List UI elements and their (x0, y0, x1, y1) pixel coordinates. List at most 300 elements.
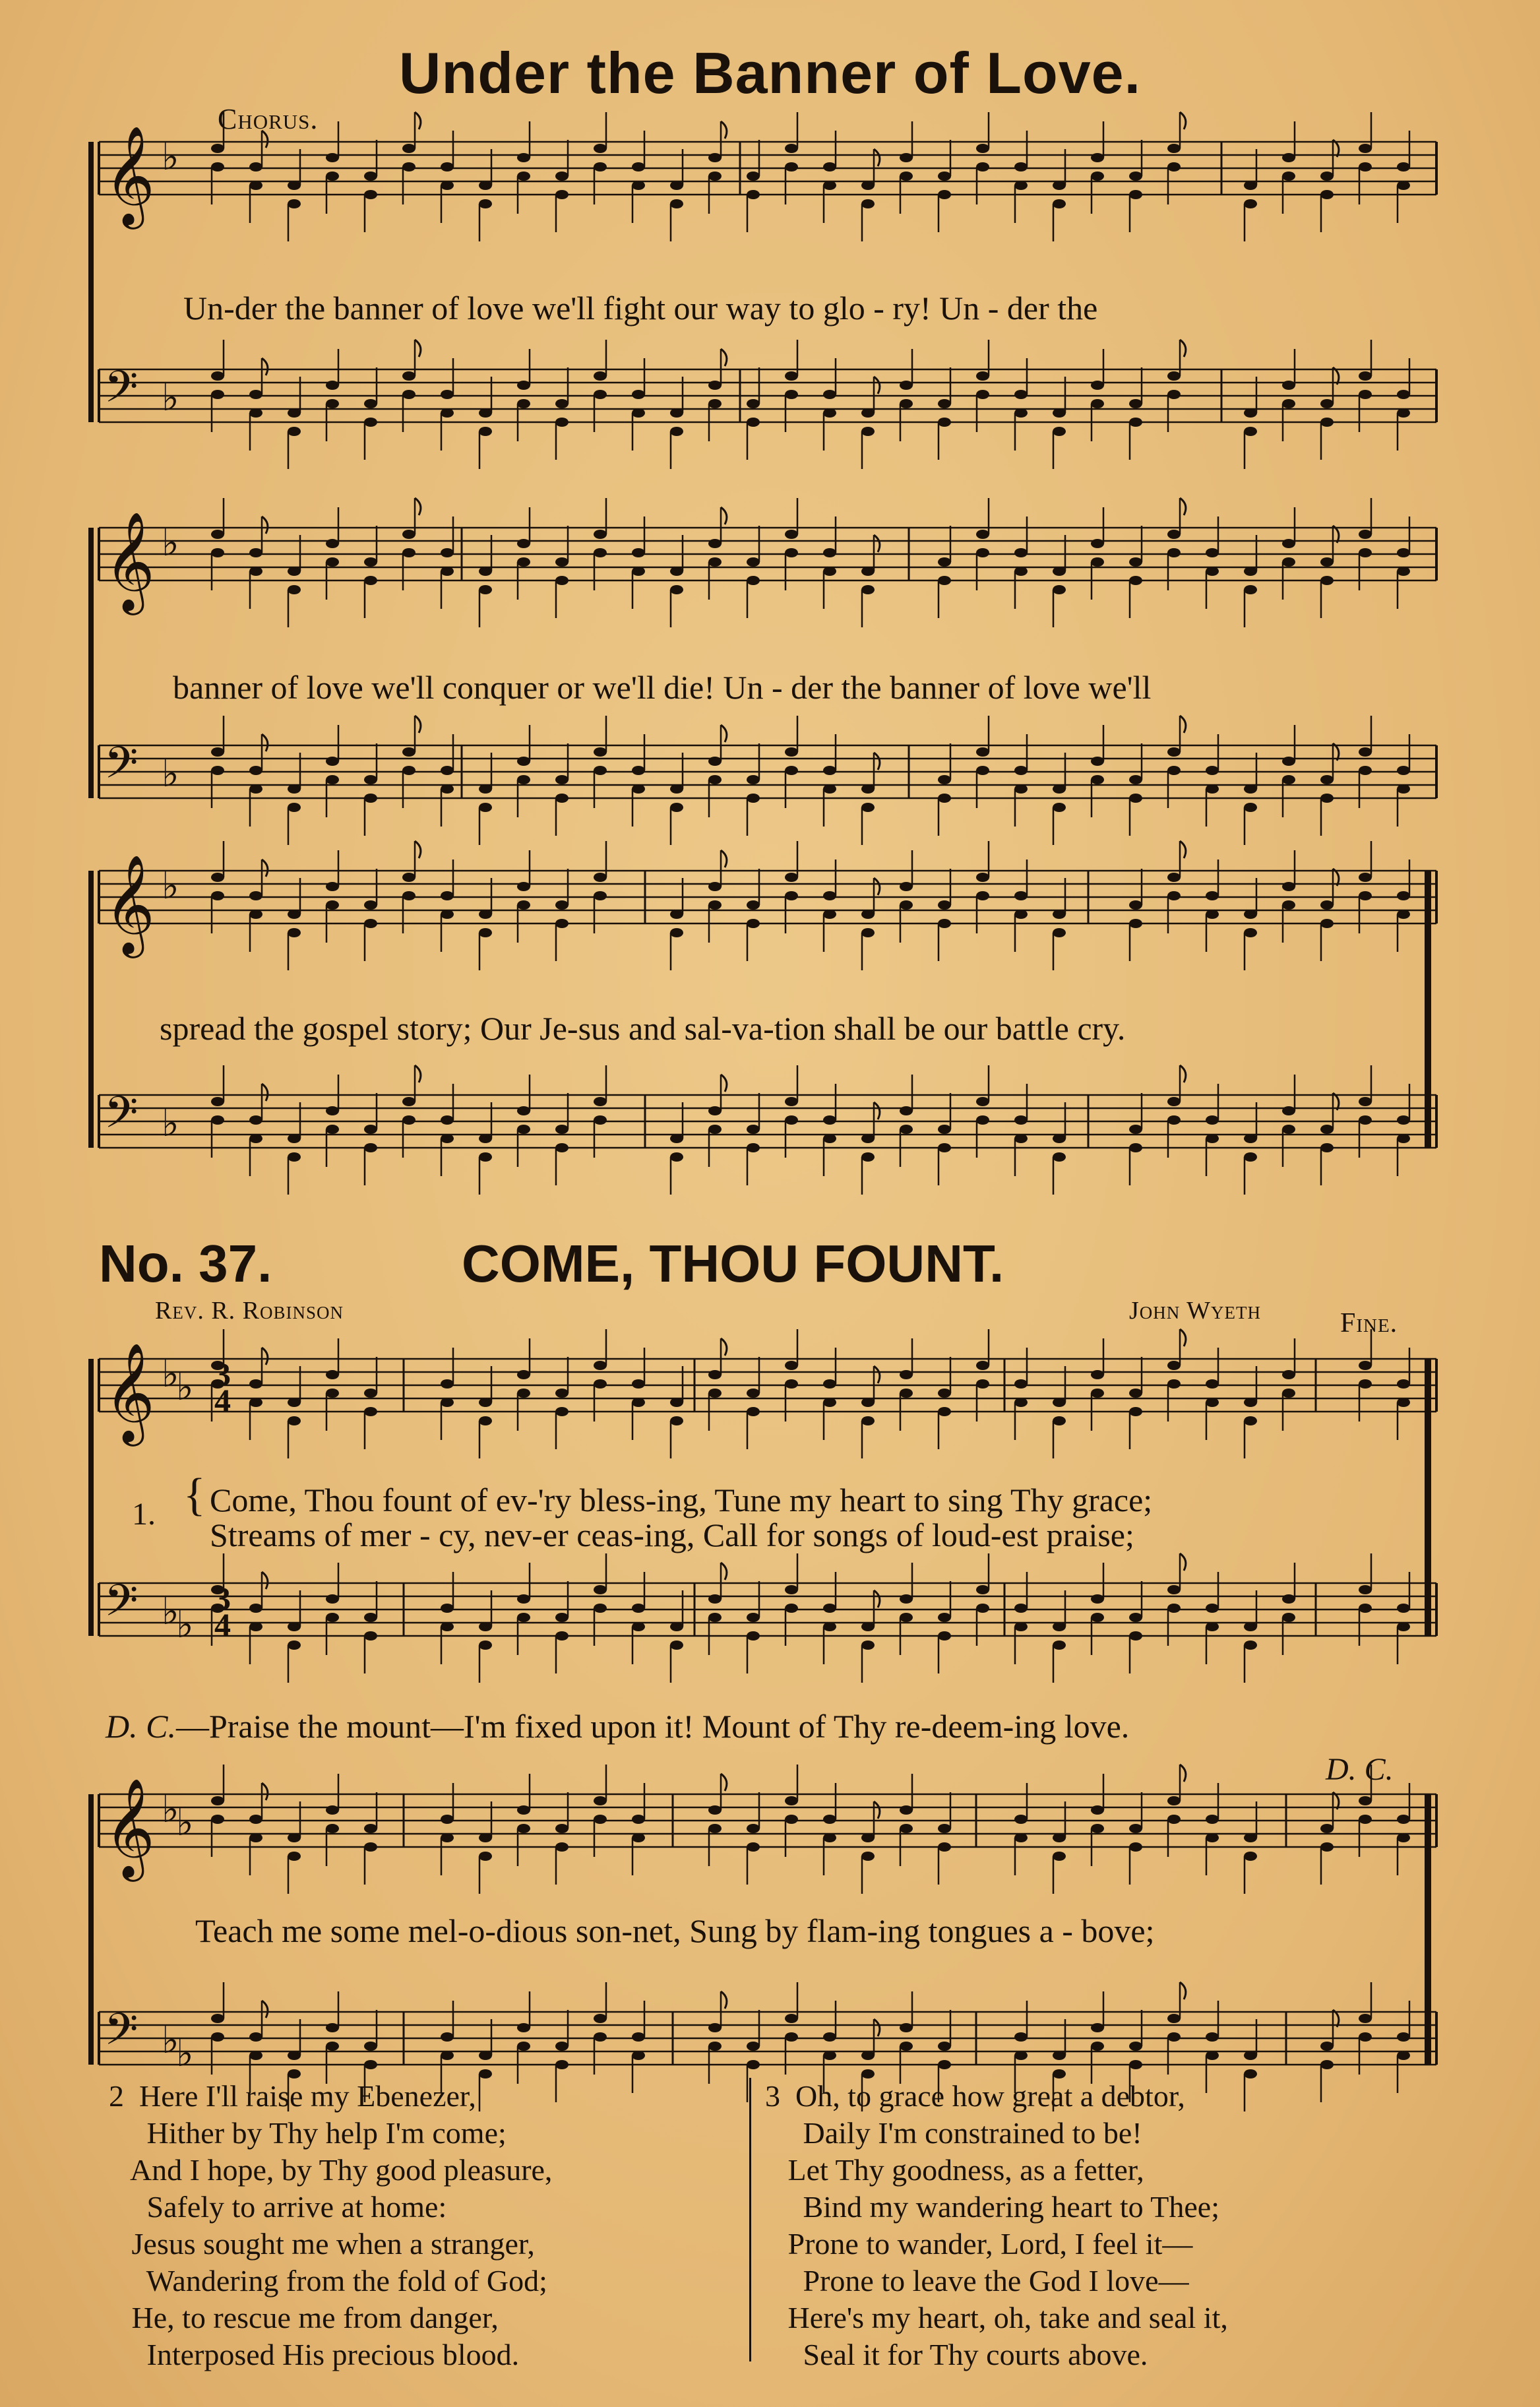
note-head (288, 1852, 301, 1861)
note-head (900, 1805, 913, 1815)
note-head (1206, 1604, 1219, 1613)
note-head (1206, 1815, 1219, 1824)
note-head (938, 418, 951, 427)
note-head (1129, 1143, 1142, 1152)
note-head (1014, 910, 1028, 919)
note-head (249, 1815, 262, 1824)
note-head (823, 1379, 836, 1389)
note-head (555, 1613, 569, 1622)
note-head (594, 548, 607, 557)
brace: { (183, 1470, 206, 1520)
note-head (785, 2032, 798, 2042)
note-head (288, 427, 301, 436)
note-head (249, 1622, 262, 1631)
note-head (555, 172, 569, 181)
note-head (1320, 576, 1334, 585)
note-head (708, 1824, 722, 1833)
note-head (1359, 1585, 1372, 1594)
note-head (211, 766, 224, 775)
note-head (976, 873, 989, 882)
note-head (441, 910, 454, 919)
note-head (479, 1852, 492, 1861)
note-head (632, 548, 645, 557)
note-head (1359, 1604, 1372, 1613)
note-head (326, 557, 339, 567)
note-head (1129, 1613, 1142, 1622)
note-head (900, 172, 913, 181)
note-head (823, 1604, 836, 1613)
note-head (249, 567, 262, 576)
note-head (326, 775, 339, 784)
note-head (976, 162, 989, 172)
note-head (326, 1125, 339, 1134)
note-head (861, 585, 875, 594)
note-head (1206, 910, 1219, 919)
note-head (823, 784, 836, 794)
note-head (1091, 1389, 1104, 1398)
note-head (555, 775, 569, 784)
note-head (249, 1833, 262, 1842)
note-head (364, 1389, 377, 1398)
note-head (708, 2023, 722, 2032)
note-flag (1180, 1765, 1186, 1782)
note-head (1014, 1622, 1028, 1631)
note-head (900, 1106, 913, 1115)
note-head (402, 530, 416, 539)
note-head (670, 199, 683, 208)
note-head (555, 399, 569, 408)
song-title-come-thou-fount: COME, THOU FOUNT. (462, 1234, 1004, 1293)
note-head (364, 1631, 377, 1641)
note-head (288, 567, 301, 576)
note-head (938, 900, 951, 910)
note-head (1359, 530, 1372, 539)
note-flag (721, 725, 727, 742)
note-head (1320, 557, 1334, 567)
note-head (1359, 1361, 1372, 1370)
note-head (1091, 557, 1104, 567)
note-head (1014, 1815, 1028, 1824)
note-head (594, 1115, 607, 1125)
note-head (823, 1398, 836, 1407)
note-head (632, 2051, 645, 2060)
note-head (1129, 1125, 1142, 1134)
note-head (1014, 1379, 1028, 1389)
note-head (288, 1622, 301, 1631)
flat-icon: ♭ (176, 1604, 194, 1646)
note-head (1244, 784, 1257, 794)
note-head (441, 1604, 454, 1613)
note-head (900, 2023, 913, 2032)
verse3-line: Bind my wandering heart to Thee; (765, 2190, 1219, 2224)
note-flag (262, 1572, 268, 1589)
note-head (594, 2014, 607, 2023)
note-flag (874, 535, 880, 552)
dc-lyric-line (106, 1707, 1129, 1745)
note-head (1397, 181, 1410, 190)
note-head (1091, 775, 1104, 784)
treble-clef-icon: 𝄞 (104, 1342, 155, 1442)
note-head (1206, 567, 1219, 576)
note-head (1397, 1622, 1410, 1631)
note-head (1014, 1604, 1028, 1613)
note-head (479, 408, 492, 418)
note-head (594, 2032, 607, 2042)
note-head (708, 557, 722, 567)
note-head (594, 1361, 607, 1370)
note-head (1397, 1115, 1410, 1125)
note-head (1359, 390, 1372, 399)
flat-icon: ♭ (162, 2019, 179, 2062)
note-head (1359, 873, 1372, 882)
note-head (555, 2060, 569, 2069)
bass-clef-icon: 𝄢 (104, 1575, 139, 1637)
note-head (1397, 1379, 1410, 1389)
time-sig-top: 3 (214, 1580, 231, 1617)
note-head (249, 1604, 262, 1613)
note-head (326, 399, 339, 408)
note-head (938, 794, 951, 803)
note-head (747, 919, 760, 928)
note-head (1053, 181, 1066, 190)
note-head (249, 408, 262, 418)
note-head (938, 1613, 951, 1622)
hymn-number: No. 37. (99, 1234, 272, 1293)
note-head (288, 2069, 301, 2079)
flat-icon: ♭ (162, 522, 179, 565)
note-head (785, 1604, 798, 1613)
note-head (1244, 2051, 1257, 2060)
note-head (1397, 162, 1410, 172)
note-head (976, 390, 989, 399)
note-head (1167, 2014, 1181, 2023)
note-head (479, 1416, 492, 1425)
note-head (364, 1407, 377, 1416)
note-head (479, 803, 492, 812)
note-head (594, 1379, 607, 1389)
note-head (1091, 1594, 1104, 1604)
note-head (861, 2069, 875, 2079)
note-head (1206, 2051, 1219, 2060)
note-head (1282, 1594, 1295, 1604)
note-head (441, 1115, 454, 1125)
note-flag (874, 1102, 880, 1119)
note-head (747, 1389, 760, 1398)
note-head (479, 199, 492, 208)
note-head (670, 1416, 683, 1425)
note-head (249, 548, 262, 557)
note-head (594, 371, 607, 381)
treble-clef-icon: 𝄞 (104, 854, 155, 954)
note-head (249, 162, 262, 172)
note-head (632, 1622, 645, 1631)
note-head (1359, 162, 1372, 172)
note-flag (262, 358, 268, 375)
note-head (785, 144, 798, 153)
note-head (670, 585, 683, 594)
note-head (1167, 162, 1181, 172)
verse3-line: Let Thy goodness, as a fetter, (765, 2153, 1144, 2187)
note-head (402, 144, 416, 153)
verse3-line: Prone to leave the God I love— (765, 2264, 1189, 2298)
note-head (211, 1115, 224, 1125)
bass-clef-icon: 𝄢 (104, 1087, 139, 1148)
note-head (823, 390, 836, 399)
note-head (938, 1389, 951, 1398)
note-head (823, 1833, 836, 1842)
note-head (517, 1824, 530, 1833)
note-head (823, 548, 836, 557)
note-head (785, 2014, 798, 2023)
note-head (670, 803, 683, 812)
note-head (249, 891, 262, 900)
note-head (785, 1796, 798, 1805)
note-head (1244, 1134, 1257, 1143)
note-flag (874, 377, 880, 394)
note-head (517, 757, 530, 766)
note-head (1282, 1370, 1295, 1379)
note-head (1167, 1361, 1181, 1370)
note-head (1206, 766, 1219, 775)
note-head (1167, 2032, 1181, 2042)
note-flag (1180, 498, 1186, 515)
note-head (1091, 539, 1104, 548)
note-head (1053, 784, 1066, 794)
note-head (479, 181, 492, 190)
note-head (1244, 1416, 1257, 1425)
note-head (1129, 1407, 1142, 1416)
note-flag (262, 1783, 268, 1800)
note-head (326, 1389, 339, 1398)
note-head (1014, 181, 1028, 190)
note-head (708, 153, 722, 162)
note-head (1206, 1833, 1219, 1842)
note-flag (874, 1590, 880, 1608)
note-head (785, 1361, 798, 1370)
note-head (441, 766, 454, 775)
note-head (861, 1398, 875, 1407)
note-head (288, 1152, 301, 1162)
note-head (1282, 539, 1295, 548)
note-head (1014, 1115, 1028, 1125)
note-head (823, 181, 836, 190)
note-head (211, 873, 224, 882)
verse2-line: Interposed His precious blood. (109, 2338, 520, 2371)
note-head (441, 567, 454, 576)
note-head (1053, 1641, 1066, 1650)
note-head (1129, 190, 1142, 199)
note-head (441, 1815, 454, 1824)
note-head (1397, 390, 1410, 399)
note-head (364, 900, 377, 910)
note-head (1244, 1641, 1257, 1650)
note-head (1014, 2032, 1028, 2042)
note-head (1053, 1852, 1066, 1861)
note-head (326, 2023, 339, 2032)
note-flag (1180, 1065, 1186, 1082)
note-head (441, 390, 454, 399)
note-head (441, 162, 454, 172)
note-head (861, 199, 875, 208)
verse3-line: Here's my heart, oh, take and seal it, (765, 2301, 1228, 2334)
note-head (823, 2051, 836, 2060)
note-head (1244, 408, 1257, 418)
note-head (938, 1842, 951, 1852)
note-flag (262, 1084, 268, 1101)
note-head (708, 1125, 722, 1134)
verse2-line: Jesus sought me when a stranger, (109, 2227, 535, 2261)
note-head (708, 399, 722, 408)
note-head (747, 775, 760, 784)
note-head (1320, 1143, 1334, 1152)
note-head (708, 900, 722, 910)
note-head (1397, 1398, 1410, 1407)
note-head (1397, 910, 1410, 919)
note-head (402, 1115, 416, 1125)
note-head (1167, 873, 1181, 882)
note-flag (721, 349, 727, 366)
note-head (1359, 2032, 1372, 2042)
note-head (1244, 910, 1257, 919)
note-head (1053, 199, 1066, 208)
note-head (1053, 567, 1066, 576)
flat-icon: ♭ (162, 865, 179, 908)
note-head (785, 548, 798, 557)
chorus-label: Chorus. (218, 103, 319, 135)
note-head (517, 381, 530, 390)
note-head (1014, 548, 1028, 557)
note-head (976, 1379, 989, 1389)
note-head (747, 2042, 760, 2051)
note-head (211, 2032, 224, 2042)
note-head (364, 775, 377, 784)
note-head (785, 162, 798, 172)
note-head (785, 1097, 798, 1106)
note-head (1320, 418, 1334, 427)
note-head (1244, 1398, 1257, 1407)
note-head (1244, 928, 1257, 937)
note-head (1014, 408, 1028, 418)
note-head (288, 1833, 301, 1842)
flat-icon: ♭ (162, 1590, 179, 1633)
note-head (1320, 2042, 1334, 2051)
note-head (670, 427, 683, 436)
note-head (211, 548, 224, 557)
note-head (441, 548, 454, 557)
note-head (1129, 1631, 1142, 1641)
note-head (1320, 1842, 1334, 1852)
note-head (823, 910, 836, 919)
time-sig-bottom: 4 (214, 1382, 231, 1419)
note-head (1014, 162, 1028, 172)
note-head (364, 1613, 377, 1622)
note-head (1244, 199, 1257, 208)
note-head (1244, 1833, 1257, 1842)
note-head (288, 784, 301, 794)
note-head (861, 2051, 875, 2060)
note-head (1053, 585, 1066, 594)
note-head (632, 766, 645, 775)
note-head (1167, 891, 1181, 900)
note-head (938, 2060, 951, 2069)
note-head (1282, 399, 1295, 408)
note-head (976, 1604, 989, 1613)
note-head (1091, 1370, 1104, 1379)
note-flag (1180, 112, 1186, 129)
note-head (1282, 757, 1295, 766)
note-flag (1180, 340, 1186, 357)
note-head (1282, 381, 1295, 390)
note-head (594, 891, 607, 900)
fine-mark: Fine. (1340, 1308, 1398, 1338)
note-head (785, 766, 798, 775)
note-head (1282, 900, 1295, 910)
note-head (1129, 1842, 1142, 1852)
note-head (402, 1097, 416, 1106)
note-flag (721, 1075, 727, 1092)
note-head (1206, 548, 1219, 557)
note-head (594, 1604, 607, 1613)
note-head (938, 1824, 951, 1833)
note-head (555, 576, 569, 585)
note-head (1014, 1833, 1028, 1842)
note-head (517, 1106, 530, 1115)
note-head (1397, 548, 1410, 557)
flat-icon: ♭ (176, 1366, 194, 1409)
note-head (632, 1604, 645, 1613)
note-head (1320, 794, 1334, 803)
note-head (861, 1833, 875, 1842)
note-head (1206, 1134, 1219, 1143)
note-head (861, 784, 875, 794)
flat-icon: ♭ (162, 1353, 179, 1396)
dc-prefix: D. C. (106, 1708, 176, 1745)
note-head (938, 775, 951, 784)
note-flag (721, 1338, 727, 1356)
note-head (938, 919, 951, 928)
note-head (785, 873, 798, 882)
note-head (211, 371, 224, 381)
note-head (517, 900, 530, 910)
note-head (402, 548, 416, 557)
note-head (1091, 757, 1104, 766)
note-head (938, 1631, 951, 1641)
note-head (402, 873, 416, 882)
note-head (1129, 900, 1142, 910)
note-head (364, 1824, 377, 1833)
note-head (594, 1815, 607, 1824)
note-head (479, 928, 492, 937)
note-head (479, 2051, 492, 2060)
note-head (288, 1398, 301, 1407)
note-head (594, 873, 607, 882)
note-flag (721, 1991, 727, 2009)
note-head (1167, 390, 1181, 399)
note-head (747, 1125, 760, 1134)
note-head (479, 1641, 492, 1650)
note-head (249, 181, 262, 190)
note-head (1129, 418, 1142, 427)
note-head (441, 2032, 454, 2042)
note-head (326, 900, 339, 910)
note-head (326, 757, 339, 766)
note-head (555, 418, 569, 427)
note-head (1129, 576, 1142, 585)
note-head (1359, 1796, 1372, 1805)
note-head (785, 530, 798, 539)
dc-lyric-text: —Praise the mount—I'm fixed upon it! Mount of Thy re-deem-ing love. (175, 1708, 1130, 1745)
note-flag (415, 1065, 421, 1082)
